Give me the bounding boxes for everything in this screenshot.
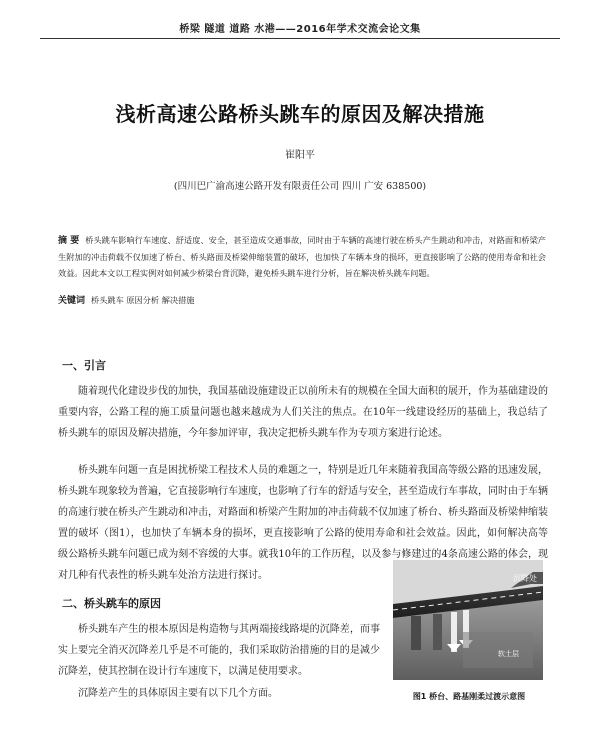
- abstract-text: 桥头跳车影响行车速度、舒适度、安全，甚至造成交通事故，同时由于车辆的高速行驶在桥头产生跳动和冲击，对路面和桥梁产生附加的冲击荷载不仅加速了桥台、桥头路面及桥梁伸缩装置的破坏，也加快了车辆本身的损坏，更直接影响了公路的使用寿命和社会效益。因此本文以工程实例对如何减少桥梁台背沉降，避免桥头跳车进行分析，旨在解决桥头跳车问题。: [58, 235, 546, 278]
- paragraph: 随着现代化建设步伐的加快，我国基础设施建设正以前所未有的规模在全国大面积的展开，作为基础建设的重要内容，公路工程的施工质量问题也越来越成为人们关注的焦点。在10年一线建设经历的基础上，我总结了桥头跳车的原因及解决措施，今年参加评审，我决定把桥头跳车作为专项方案进行论述。: [58, 386, 548, 439]
- author: 崔阳平: [285, 150, 315, 161]
- section-heading-causes: 二、桥头跳车的原因: [62, 597, 161, 610]
- figure-caption: 图1 桥台、路基刚柔过渡示意图: [412, 692, 526, 701]
- section-heading-intro: 一、引言: [62, 359, 106, 372]
- abstract: [58, 232, 546, 281]
- paper-title: 浅析高速公路桥头跳车的原因及解决措施: [115, 102, 485, 126]
- running-header: 桥梁 隧道 道路 水港——2016年学术交流会论文集: [179, 24, 421, 35]
- abstract-label: 摘 要: [58, 236, 80, 246]
- paragraph: 沉降差产生的具体原因主要有以下几个方面。: [78, 688, 278, 699]
- settlement-callout: 沉降处: [513, 574, 537, 583]
- keywords: [58, 293, 546, 306]
- figure-bridge-settlement: [393, 560, 543, 680]
- affiliation: (四川巴广渝高速公路开发有限责任公司 四川 广安 638500): [173, 181, 427, 192]
- paragraph: 桥头跳车产生的根本原因是构造物与其两端接线路堤的沉降差，而事实上要完全消灭沉降差几乎是不可能的，我们采取防治措施的目的是减少沉降差，使其控制在设计行车速度下，以满足使用要求。: [58, 624, 380, 677]
- bridge-settlement-diagram: [393, 560, 543, 680]
- keywords-label: 关键词: [58, 296, 86, 306]
- soft-soil-label: 软土层: [498, 650, 519, 658]
- header-rule: [40, 38, 560, 39]
- keywords-text: 桥头跳车 原因分析 解决措施: [91, 295, 195, 305]
- paragraph: 桥头跳车问题一直是困扰桥梁工程技术人员的难题之一，特别是近几年来随着我国高等级公路的迅速发展，桥头跳车现象较为普遍，它直接影响行车速度，也影响了行车的舒适与安全，甚至造成行车事故，同时由于车辆的高速行驶在桥头产生跳动和冲击，对路面和桥梁产生附加的冲击荷载不仅加速了桥台、桥头路面及桥梁伸缩装置的破坏（图1），也加快了车辆本身的损坏，更直接影响了公路的使用寿命和社会效益。因此，如何解决高等级公路桥头跳车问题已成为刻不容缓的大事。就我10年的工作历程，以及参与修建过的4条高速公路的体会，现对几种有代表性的桥头跳车处治方法进行探讨。: [58, 465, 548, 581]
